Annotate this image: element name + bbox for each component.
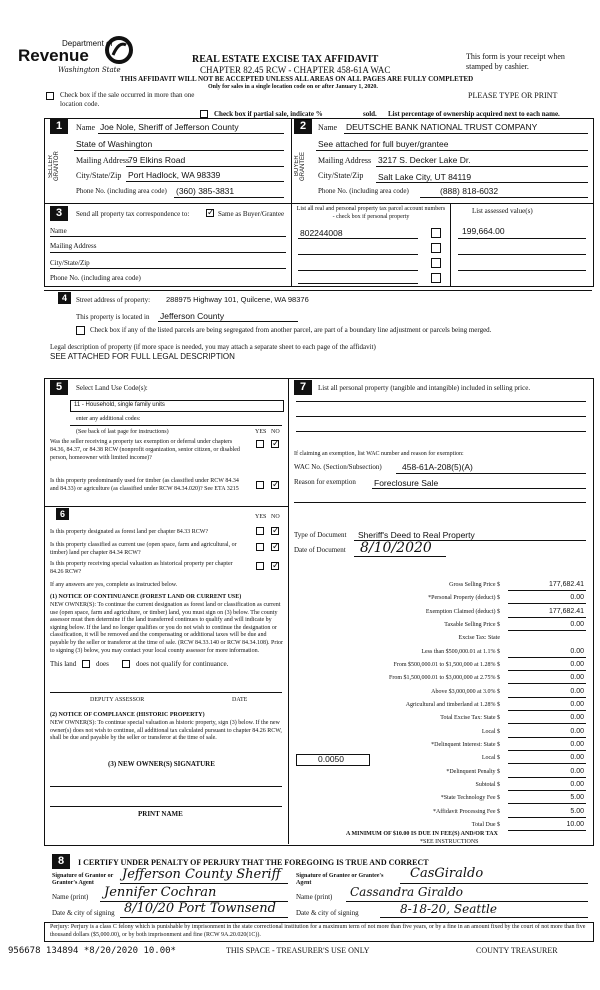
land-does-not-checkbox[interactable] xyxy=(122,660,130,668)
parcel-number-field[interactable]: 802244008 xyxy=(300,228,343,238)
tax-row-value[interactable]: 0.00 xyxy=(570,714,584,721)
tax-row-label: Excise Tax: State xyxy=(458,635,500,641)
local-rate-value: 0.0050 xyxy=(318,754,344,764)
tax-row-label: *State Technology Fee $ xyxy=(440,795,500,801)
tax-row-label: *Delinquent Penalty $ xyxy=(446,769,500,775)
legal-field[interactable]: SEE ATTACHED FOR FULL LEGAL DESCRIPTION xyxy=(50,352,235,361)
notice-2-body: NEW OWNER(S): To continue special valuation as historic property, sign (3) below. If the new owner(s) does not wish to continue, all additional tax calculated pursuant to chapter 84.26 RCW, shall be due and payable by the seller or transferor at the time of sale. xyxy=(50,720,282,742)
assessor-date-label: DATE xyxy=(232,697,248,703)
personal-property-label: List all personal property (tangible and intangible) included in selling price. xyxy=(318,384,531,392)
located-field[interactable]: Jefferson County xyxy=(160,311,225,321)
wac-field[interactable]: 458-61A-208(5)(A) xyxy=(402,462,473,472)
treasurer-space-label: THIS SPACE - TREASURER'S USE ONLY xyxy=(226,946,370,955)
grantee-date-label: Date & city of signing xyxy=(296,909,359,917)
corr-city-label: City/State/Zip xyxy=(50,259,90,267)
buyer-side-label: BUYER GRANTEE xyxy=(294,151,306,181)
doc-type-field[interactable]: Sheriff's Deed to Real Property xyxy=(358,530,475,540)
tax-row-value[interactable]: 5.00 xyxy=(570,794,584,801)
if-yes-note: If any answers are yes, complete as instructed below. xyxy=(50,582,178,588)
tax-row-label: Taxable Selling Price $ xyxy=(444,622,500,628)
ownership-note: List percentage of ownership acquired next to each name. xyxy=(388,110,560,118)
tax-row-value[interactable]: 0.00 xyxy=(570,594,584,601)
s6-question-3: Is this property receiving special valuation as historical property per chapter 84.26 RCW? xyxy=(50,561,233,575)
certify-statement: I CERTIFY UNDER PENALTY OF PERJURY THAT THE FOREGOING IS TRUE AND CORRECT xyxy=(78,858,429,867)
tax-row-value[interactable]: 0.00 xyxy=(570,661,584,668)
grantee-date-field[interactable]: 8-18-20, Seattle xyxy=(400,902,497,916)
tax-row-label: Above $3,000,000 at 3.0% $ xyxy=(431,689,500,695)
parcel-4-personal-checkbox[interactable] xyxy=(431,273,441,283)
section-6-number: 6 xyxy=(56,508,69,520)
tax-row-label: Local $ xyxy=(481,755,500,761)
land-does-checkbox[interactable] xyxy=(82,660,90,668)
street-field[interactable]: 288975 Highway 101, Quilcene, WA 98376 xyxy=(166,295,309,304)
s5q2-no-checkbox[interactable] xyxy=(271,481,279,489)
parcel-2-personal-checkbox[interactable] xyxy=(431,243,441,253)
street-label: Street address of property: xyxy=(76,296,151,304)
s5-question-1: Was the seller receiving a property tax exemption or deferral under chapters 84.36, 84.37, or 84.38 RCW (nonprofit organization, senior citizen, or disabled person, homeowner with limited income)? xyxy=(50,439,240,461)
see-instructions-note: *SEE INSTRUCTIONS xyxy=(420,839,479,845)
located-label: This property is located in xyxy=(76,313,150,321)
section-3-number: 3 xyxy=(50,206,68,221)
corr-mailing-label: Mailing Address xyxy=(50,242,97,250)
logo-dept-text: Department of xyxy=(62,39,113,48)
seller-city-label: City/State/Zip xyxy=(76,171,122,180)
tax-row-label: Total Excise Tax: State $ xyxy=(440,715,500,721)
tax-row-label: Gross Selling Price $ xyxy=(449,582,500,588)
s5-question-2: Is this property predominantly used for timber (as classified under RCW 84.34 and 84.33) or agriculture (as classified under RCW 84.34.020)? See ETA 3215 xyxy=(50,478,239,492)
multi-location-checkbox[interactable] xyxy=(46,92,54,100)
multi-location-label: Check box if the sale occurred in more than one location code. xyxy=(60,91,195,108)
s6-no-header: NO xyxy=(271,514,280,520)
tax-row-label: Subtotal $ xyxy=(475,782,500,788)
tax-row-value[interactable]: 0.00 xyxy=(570,741,584,748)
s5q2-yes-checkbox[interactable] xyxy=(256,481,264,489)
seller-phone-label: Phone No. (including area code) xyxy=(76,187,167,195)
logo-revenue-text: Revenue xyxy=(18,46,89,65)
s6q1-no-checkbox[interactable] xyxy=(271,527,279,535)
notice-1-body: NEW OWNER(S): To continue the current designation as forest land or classification as current use (open space, farm and agriculture, or timber) land, you must sign on (3) below. The county assessor must then determine if the land transferred continues to qualify and will indicate by signing below. If the land no longer qualifies or you do not wish to continue the designation or classification, it will be removed and the compensating or additional taxes will be due and payable by the seller or transferor at the time of sale. (RCW 84.33.140 or RCW 84.34.108). Prior to signing (3) below, you may contact your local county assessor for more information. xyxy=(50,602,284,654)
tax-row-label: Total Due $ xyxy=(471,822,500,828)
grantor-name-field[interactable]: Jennifer Cochran xyxy=(104,885,217,900)
tax-row-label: From $1,500,000.01 to $3,000,000 at 2.75% $ xyxy=(389,675,500,681)
tax-row-label: *Affidavit Processing Fee $ xyxy=(432,809,500,815)
seller-city-field[interactable]: Port Hadlock, WA 98339 xyxy=(128,170,221,180)
county-treasurer-label: COUNTY TREASURER xyxy=(476,946,558,955)
s5q1-no-checkbox[interactable] xyxy=(271,440,279,448)
buyer-name2-field[interactable]: See attached for full buyer/grantee xyxy=(318,139,449,149)
reason-label: Reason for exemption xyxy=(294,478,356,486)
legal-label: Legal description of property (if more space is needed, you may attach a separate sheet to each page of the affidavit) xyxy=(50,343,376,351)
buyer-phone-field[interactable]: (888) 818-6032 xyxy=(440,186,499,196)
does-not-label: does not qualify for continuance. xyxy=(136,660,229,668)
perjury-notice: Perjury: Perjury is a class C felony which is punishable by imprisonment in the state correctional institution for a maximum term of not more than five years, or by a fine in an amount fixed by the court of not more than five thousand dollars ($5,000.00), or by both imprisonment and fine (RCW 9A.20.020(1C)). xyxy=(50,924,586,938)
parcel-1-personal-checkbox[interactable] xyxy=(431,228,441,238)
notice-2-title: (2) NOTICE OF COMPLIANCE (HISTORIC PROPERTY) xyxy=(50,712,205,718)
s6-yes-header: YES xyxy=(255,514,267,520)
s6q2-yes-checkbox[interactable] xyxy=(256,543,264,551)
buyer-phone-label: Phone No. (including area code) xyxy=(318,187,409,195)
tax-row-label: Agricultural and timberland at 1.28% $ xyxy=(405,702,500,708)
buyer-city-field[interactable]: Salt Lake City, UT 84119 xyxy=(378,172,472,182)
corr-phone-label: Phone No. (including area code) xyxy=(50,274,141,282)
tax-row-label: *Personal Property (deduct) $ xyxy=(428,595,500,601)
seller-name2-field[interactable]: State of Washington xyxy=(76,139,153,149)
tax-row-label: Less than $500,000.01 at 1.1% $ xyxy=(421,649,500,655)
wac-claim-label: If claiming an exemption, list WAC number and reason for exemption: xyxy=(294,451,464,457)
buyer-mailing-label: Mailing Address xyxy=(318,156,372,165)
tax-row-value[interactable]: 10.00 xyxy=(566,821,584,828)
new-owner-signature-line[interactable] xyxy=(50,786,282,787)
grantee-signature[interactable]: CasGiraldo xyxy=(410,866,484,881)
parcel-3-personal-checkbox[interactable] xyxy=(431,258,441,268)
tax-row-value[interactable]: 177,682.41 xyxy=(548,608,584,615)
s6q2-no-checkbox[interactable] xyxy=(271,543,279,551)
tax-row-value[interactable]: 5.00 xyxy=(570,808,584,815)
tax-row-value[interactable]: 0.00 xyxy=(570,728,584,735)
grantor-signature[interactable]: Jefferson County Sheriff xyxy=(122,867,281,882)
does-label: does xyxy=(96,660,109,668)
grantee-signature-label: Signature of Grantee or Grantee's Agent xyxy=(296,873,384,886)
s5-no-header: NO xyxy=(271,429,280,435)
buyer-city-label: City/State/Zip xyxy=(318,171,364,180)
buyer-name-label: Name xyxy=(318,123,338,132)
form-warning: THIS AFFIDAVIT WILL NOT BE ACCEPTED UNLESS ALL AREAS ON ALL PAGES ARE FULLY COMPLETED xyxy=(120,75,474,83)
s5q1-yes-checkbox[interactable] xyxy=(256,440,264,448)
s6q3-yes-checkbox[interactable] xyxy=(256,562,264,570)
tax-row-value[interactable]: 0.00 xyxy=(570,648,584,655)
reason-field[interactable]: Foreclosure Sale xyxy=(374,478,439,488)
section-1-number: 1 xyxy=(50,119,68,134)
tax-row-value[interactable]: 0.00 xyxy=(570,621,584,628)
s6-question-1: Is this property designated as forest land per chapter 84.33 RCW? xyxy=(50,529,209,535)
tax-row-value[interactable]: 0.00 xyxy=(570,781,584,788)
grantor-signature-label: Signature of Grantor or Grantor's Agent xyxy=(52,873,114,886)
form-note: Only for sales in a single location code on or after January 1, 2020. xyxy=(208,84,378,90)
same-as-buyer-checkbox[interactable] xyxy=(206,209,214,217)
tax-row-label: Local $ xyxy=(481,729,500,735)
seller-phone-field[interactable]: (360) 385-3831 xyxy=(176,186,235,196)
notice-1-title: (1) NOTICE OF CONTINUANCE (FOREST LAND OR CURRENT USE) xyxy=(50,594,242,600)
corr-name-label: Name xyxy=(50,227,67,235)
doc-date-field[interactable]: 8/10/2020 xyxy=(360,540,432,556)
land-use-value: 11 - Household, single family units xyxy=(74,402,165,408)
s6q1-yes-checkbox[interactable] xyxy=(256,527,264,535)
deputy-assessor-label: DEPUTY ASSESSOR xyxy=(90,697,145,703)
buyer-mailing-field[interactable]: 3217 S. Decker Lake Dr. xyxy=(378,155,471,165)
tax-row-value[interactable]: 0.00 xyxy=(570,768,584,775)
segregated-checkbox[interactable] xyxy=(76,326,85,335)
new-owner-signature-label: (3) NEW OWNER(S) SIGNATURE xyxy=(108,760,215,768)
s6-question-2: Is this property classified as current use (open space, farm and agricultural, or timber) land per chapter 84.34 RCW? xyxy=(50,542,237,556)
s5-yes-header: YES xyxy=(255,429,267,435)
tax-row-value[interactable]: 177,682.41 xyxy=(548,581,584,588)
additional-codes-label: enter any additional codes: xyxy=(76,416,141,422)
type-or-print: PLEASE TYPE OR PRINT xyxy=(468,91,558,100)
grantee-name-field[interactable]: Cassandra Giraldo xyxy=(350,885,463,899)
doc-type-label: Type of Document xyxy=(294,531,347,539)
assessed-value-field[interactable]: 199,664.00 xyxy=(462,226,505,236)
seller-mailing-label: Mailing Address xyxy=(76,156,130,165)
section-8-number: 8 xyxy=(52,854,70,869)
tax-row-value[interactable]: 0.00 xyxy=(570,701,584,708)
wac-label: WAC No. (Section/Subsection) xyxy=(294,463,382,471)
buyer-name-field[interactable]: DEUTSCHE BANK NATIONAL TRUST COMPANY xyxy=(346,122,538,132)
segregated-label: Check box if any of the listed parcels are being segregated from another parcel, are part of a boundary line adjustment or parcels being merged. xyxy=(90,326,492,334)
dor-emblem-icon xyxy=(104,35,134,65)
seller-side-label: SELLER GRANTOR xyxy=(48,151,60,181)
section-5-number: 5 xyxy=(50,380,68,395)
tax-row-value[interactable]: 0.00 xyxy=(570,754,584,761)
correspondence-label: Send all property tax correspondence to: xyxy=(76,210,190,218)
parcels-header: List all real and personal property tax parcel account numbers - check box if personal property xyxy=(296,206,446,220)
section-2-number: 2 xyxy=(294,119,312,134)
logo-state-text: Washington State xyxy=(58,66,121,74)
receipt-note: This form is your receipt when stamped by cashier. xyxy=(466,52,565,71)
treasurer-stamp: 956678 134894 *8/20/2020 10.00* xyxy=(8,946,176,956)
grantor-date-field[interactable]: 8/10/20 Port Townsend xyxy=(124,901,276,916)
partial-sale-label: Check box if partial sale, indicate % xyxy=(214,110,323,118)
grantee-name-label: Name (print) xyxy=(296,893,333,901)
seller-mailing-field[interactable]: 79 Elkins Road xyxy=(128,155,186,165)
minimum-note: A MINIMUM OF $10.00 IS DUE IN FEE(S) AND/OR TAX xyxy=(346,831,498,837)
tax-row-label: From $500,000.01 to $1,500,000 at 1.28% $ xyxy=(393,662,500,668)
sold-label: sold. xyxy=(363,110,377,118)
doc-date-label: Date of Document xyxy=(294,546,346,554)
seller-name-field[interactable]: Joe Nole, Sheriff of Jefferson County xyxy=(100,122,239,132)
grantor-date-label: Date & city of signing xyxy=(52,909,115,917)
print-name-label: PRINT NAME xyxy=(138,810,183,818)
section-4-number: 4 xyxy=(58,292,71,304)
grantor-name-label: Name (print) xyxy=(52,893,89,901)
back-instructions-note: (See back of last page for instructions) xyxy=(76,429,169,435)
assessed-header: List assessed value(s) xyxy=(472,207,533,215)
tax-row-value[interactable]: 0.00 xyxy=(570,674,584,681)
section-7-number: 7 xyxy=(294,380,312,395)
form-title: REAL ESTATE EXCISE TAX AFFIDAVIT xyxy=(192,54,379,65)
s6q3-no-checkbox[interactable] xyxy=(271,562,279,570)
partial-sale-checkbox[interactable] xyxy=(200,110,208,118)
tax-row-label: *Delinquent Interest: State $ xyxy=(431,742,500,748)
land-use-label: Select Land Use Code(s): xyxy=(76,384,148,392)
seller-name-label: Name xyxy=(76,123,96,132)
same-as-buyer-label: Same as Buyer/Grantee xyxy=(218,210,285,218)
tax-row-label: Exemption Claimed (deduct) $ xyxy=(425,609,500,615)
this-land-label: This land xyxy=(50,660,77,668)
form-subtitle: CHAPTER 82.45 RCW - CHAPTER 458-61A WAC xyxy=(200,65,391,75)
tax-row-value[interactable]: 0.00 xyxy=(570,688,584,695)
